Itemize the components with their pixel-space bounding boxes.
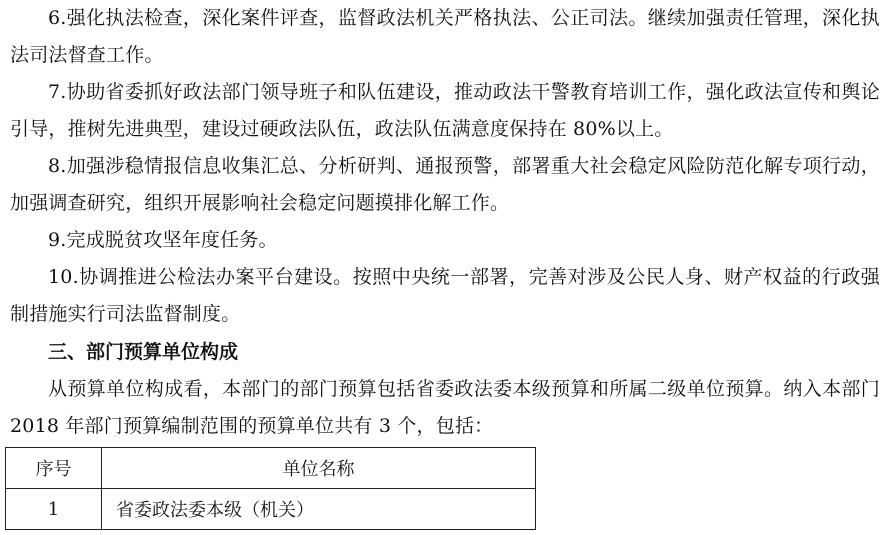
table-header-row <box>6 448 536 489</box>
section-heading: 三、部门预算单位构成 <box>48 341 239 363</box>
paragraph-item-10: 10.协调推进公检法办案平台建设。按照中央统一部署，完善对涉及公民人身、财产权益的行政强制措施实行司法监督制度。 <box>10 266 880 325</box>
paragraph-item-7: 7.协助省委抓好政法部门领导班子和队伍建设，推动政法干警教育培训工作，强化政法宣传和舆论引导，推树先进典型，建设过硬政法队伍，政法队伍满意度保持在 80%以上。 <box>10 81 880 140</box>
cell-unit-name: 省委政法委本级（机关） <box>102 489 536 530</box>
budget-units-table <box>5 447 536 530</box>
cell-serial: 1 <box>6 489 102 530</box>
paragraph-item-9: 9.完成脱贫攻坚年度任务。 <box>48 229 278 251</box>
paragraph-item-6: 6.强化执法检查，深化案件评查，监督政法机关严格执法、公正司法。继续加强责任管理，深化执法司法督查工作。 <box>10 7 880 66</box>
column-header-unit-name: 单位名称 <box>102 448 536 489</box>
table-row <box>6 489 536 530</box>
section-intro-paragraph: 从预算单位构成看，本部门的部门预算包括省委政法委本级预算和所属二级单位预算。纳入本部门 2018 年部门预算编制范围的预算单位共有 3 个，包括： <box>10 378 880 437</box>
column-header-serial: 序号 <box>6 448 102 489</box>
paragraph-item-8: 8.加强涉稳情报信息收集汇总、分析研判、通报预警，部署重大社会稳定风险防范化解专项行动，加强调查研究，组织开展影响社会稳定问题摸排化解工作。 <box>10 155 880 214</box>
